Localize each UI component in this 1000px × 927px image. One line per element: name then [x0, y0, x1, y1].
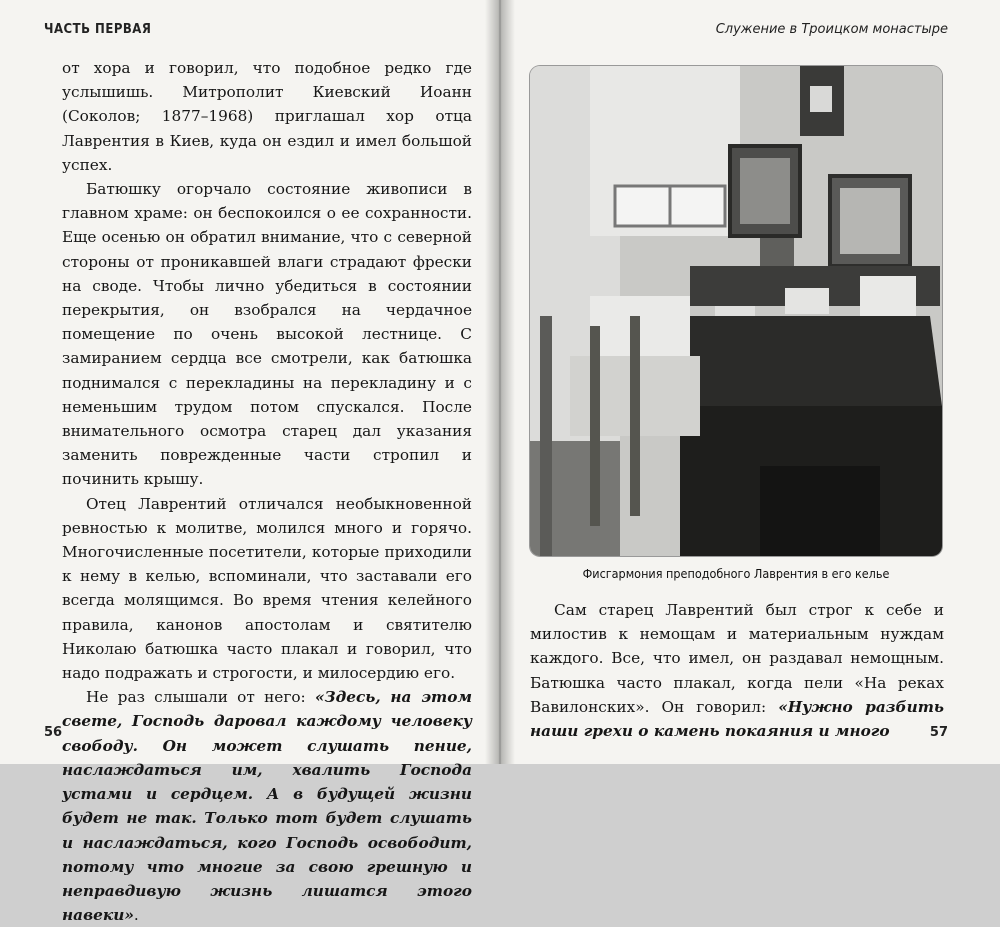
paragraph-4	[62, 685, 472, 927]
elder-quote: «Здесь, на этом свете, Господь даровал каждому человеку свободу. Он может слушать пение, наслаждаться им, хвалить Господа устами и сердцем. А в будущей жизни будет не так. Только тот будет слушать и наслаждаться, кого Господь освободит, потому что многие за свою грешную и неправдивую жизнь лишатся этого навеки»	[62, 688, 472, 925]
book-gutter	[485, 0, 515, 764]
cell-interior-photo	[530, 66, 942, 556]
page-number-left: 56	[44, 725, 63, 740]
left-page	[0, 0, 495, 925]
quote-lead: Не раз слышали от него:	[86, 688, 315, 707]
paragraph-2: Батюшку огорчало состояние живописи в главном храме: он беспокоился о ее сохранности. Еще осенью он обратил внимание, что с северной стороны от проникавшей влаги страдают фрески на своде. Чтобы лично убедиться в состоянии перекрытия, он взобрался на чердачное помещение по очень высокой лестнице. С замиранием сердца все смотрели, как батюшка поднимался с перекладины на перекладину и с неменьшим трудом потом спускался. После внимательного осмотра старец дал указания заменить поврежденные части стропил и починить крышу.	[62, 180, 472, 489]
paragraph-1: от хора и говорил, что подобное редко где услышишь. Митрополит Киевский Иоанн (Соколов; 1877–1968) приглашал хор отца Лаврентия в Киев, куда он ездил и имел большой успех.	[62, 59, 472, 174]
running-head-left: ЧАСТЬ ПЕРВАЯ	[44, 22, 152, 37]
left-text-column	[62, 56, 472, 927]
right-text-column	[530, 598, 944, 743]
paragraph-5-text: Сам старец Лаврентий был строг к себе и милостив к немощам и материальным нуждам каждого. Все, что имел, он раздавал немощным. Батюшка часто плакал, когда пели «На реках Вавилонских». Он говорил:	[530, 601, 944, 716]
elder-quote-2: «Нужно разбить наши грехи о камень покаяния и много	[530, 697, 944, 741]
quote-tail: .	[133, 906, 139, 925]
paragraph-3: Отец Лаврентий отличался необыкновенной ревностью к молитве, молился много и горячо. Многочисленные посетители, которые приходили к нему в келью, вспоминали, что заставали его всегда молящимся. Во время чтения келейного правила, канонов апостолам и святителю Николаю батюшка часто плакал и говорил, что надо подражать и строгости, и милосердию его.	[62, 494, 472, 683]
photo-illustration	[530, 66, 942, 556]
page-number-right: 57	[929, 725, 948, 740]
photo-caption: Фисгармония преподобного Лаврентия в его келье	[582, 566, 890, 581]
paragraph-5	[530, 598, 944, 743]
running-head-right: Служение в Троицком монастыре	[715, 22, 948, 37]
